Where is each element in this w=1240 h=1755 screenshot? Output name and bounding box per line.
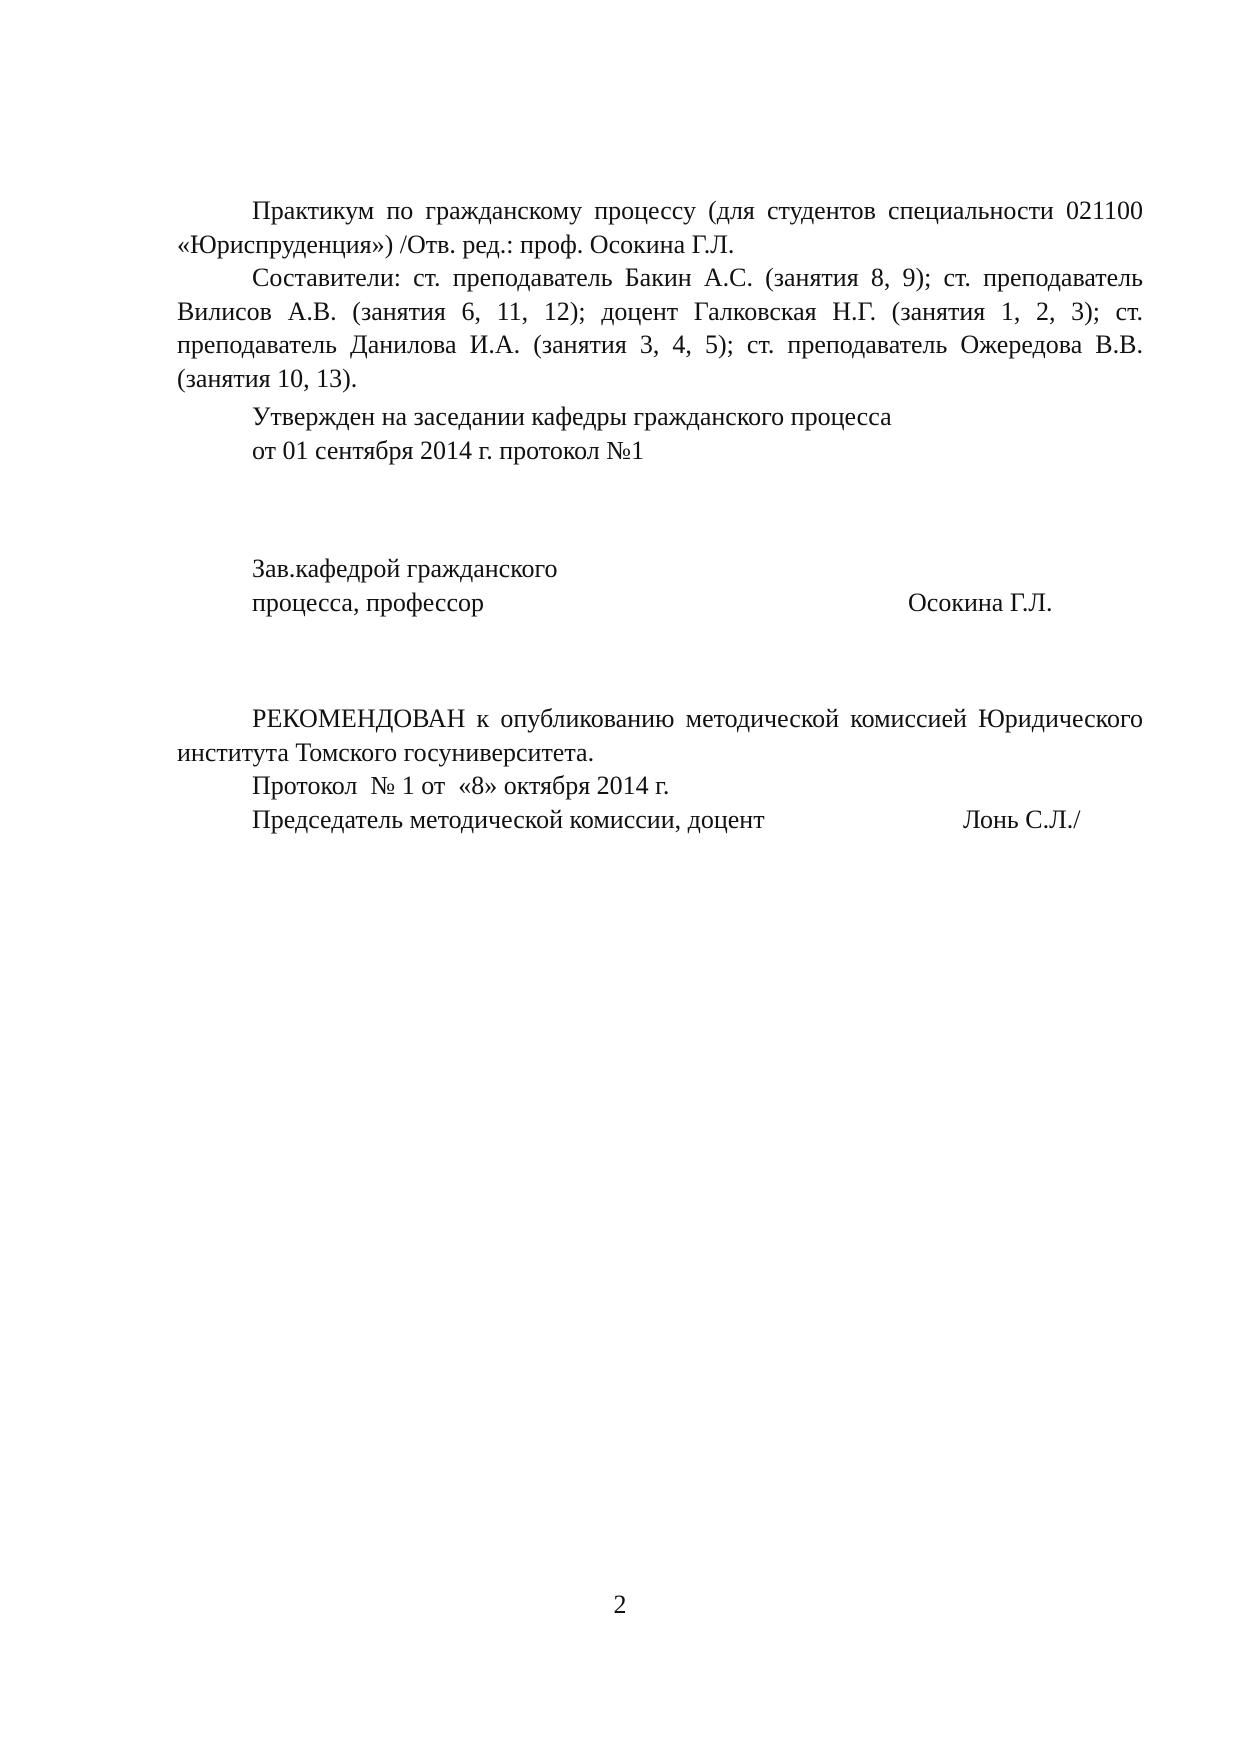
chair-title: Председатель методической комиссии, доцент <box>252 804 765 834</box>
head-signature-section <box>177 552 1143 619</box>
recommendation-paragraph: РЕКОМЕНДОВАН к опубликованию методической комиссией Юридического института Томского госуниверситета. <box>177 704 1143 767</box>
approval-line-2: от 01 сентября 2014 г. протокол №1 <box>252 435 645 465</box>
page-number: 2 <box>613 1590 627 1619</box>
recommendation-section <box>177 702 1143 836</box>
head-signature-name: Осокина Г.Л. <box>908 587 1053 617</box>
head-signature-row <box>177 586 1143 620</box>
compilers-paragraph: Составители: ст. преподаватель Бакин А.С. (занятия 8, 9); ст. преподаватель Вилисов А.В. (занятия 6, 11, 12); доцент Галковская Н.Г. (занятия 1, 2, 3); ст. преподаватель Данилова И.А. (занятия 3, 4, 5); ст. преподаватель Ожередова В.В. (занятия 10, 13). <box>177 263 1143 393</box>
intro-section <box>177 194 1143 396</box>
title-paragraph: Практикум по гражданскому процессу (для студентов специальности 021100 «Юриспруденция») /Отв. ред.: проф. Осокина Г.Л. <box>177 196 1143 259</box>
head-title-line-2: процесса, профессор <box>252 587 484 617</box>
head-title-line-1: Зав.кафедрой гражданского <box>252 554 558 583</box>
chair-name: Лонь С.Л./ <box>963 804 1081 834</box>
chair-signature-row <box>177 803 1143 837</box>
approval-section <box>177 400 1143 467</box>
protocol-line: Протокол № 1 от «8» октября 2014 г. <box>252 771 670 801</box>
approval-line-1: Утвержден на заседании кафедры гражданского процесса <box>252 402 892 431</box>
